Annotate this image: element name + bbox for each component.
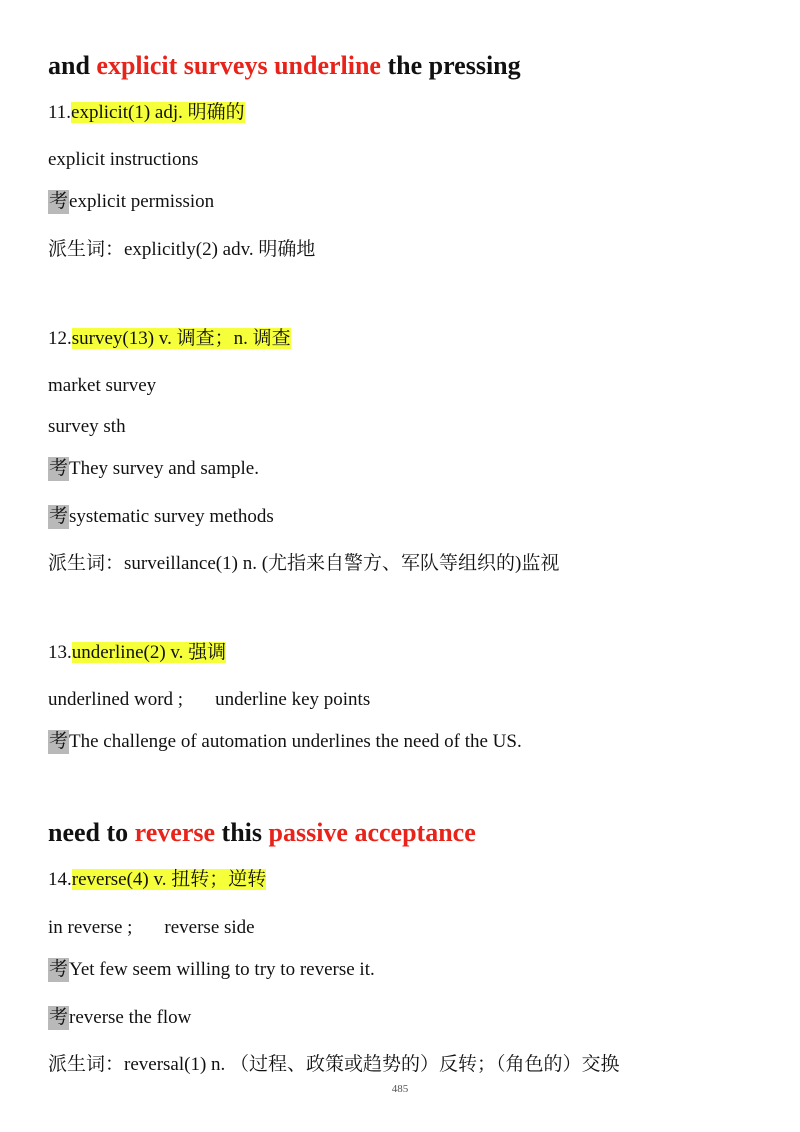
entry-14-head [48, 868, 266, 892]
entry-12-derived: 派生词：surveillance(1) n. (尤指来自警方、军队等组织的)监视 [48, 553, 560, 574]
entry-14-derived: 派生词：reversal(1) n. （过程、政策或趋势的）反转；（角色的）交换 [48, 1054, 620, 1075]
page-number: 485 [391, 1083, 409, 1095]
exam-example: Yet few seem willing to try to reverse it. [69, 959, 375, 980]
entry-11-head [48, 101, 245, 125]
entry-14-exam-2 [48, 1006, 191, 1030]
entry-11-derived: 派生词：explicitly(2) adv. 明确地 [48, 239, 316, 260]
exam-marker: 考 [49, 959, 69, 980]
entry-headword: explicit(1) adj. 明确的 [71, 102, 245, 123]
section-heading-2 [48, 817, 476, 849]
entry-number: 11. [48, 102, 72, 123]
entry-13-head [48, 641, 226, 665]
phrase: in reverse ; [48, 917, 133, 938]
entry-11-exam [48, 190, 214, 214]
entry-number: 12. [48, 328, 72, 349]
entry-14-exam-1 [48, 958, 375, 982]
heading-text: need to [48, 818, 135, 847]
exam-marker: 考 [49, 731, 69, 752]
heading-text: this [215, 818, 269, 847]
entry-headword: survey(13) v. 调查；n. 调查 [71, 328, 291, 349]
entry-12-exam-2 [48, 505, 274, 529]
phrase: underline key points [215, 689, 371, 710]
exam-marker: 考 [49, 191, 69, 212]
exam-example: systematic survey methods [69, 506, 274, 527]
entry-number: 14. [48, 869, 72, 890]
heading-highlight-text: passive acceptance [268, 818, 476, 847]
entry-number: 13. [48, 642, 72, 663]
entry-12-head [48, 327, 291, 351]
phrase: reverse side [164, 917, 255, 938]
exam-example: They survey and sample. [69, 458, 259, 479]
entry-headword: underline(2) v. 强调 [71, 642, 227, 663]
heading-highlight-text: explicit surveys underline [96, 51, 381, 80]
entry-14-phrases [48, 916, 255, 940]
entry-12-phrase-2: survey sth [48, 416, 126, 437]
entry-12-exam-1 [48, 457, 259, 481]
entry-13-exam [48, 730, 522, 754]
exam-marker: 考 [49, 458, 69, 479]
entry-13-phrases [48, 688, 370, 712]
phrase: underlined word ; [48, 689, 184, 710]
exam-marker: 考 [49, 1007, 69, 1028]
heading-text: and [48, 51, 97, 80]
exam-marker: 考 [49, 506, 69, 527]
exam-example: explicit permission [69, 191, 215, 212]
entry-headword: reverse(4) v. 扭转；逆转 [71, 869, 267, 890]
heading-highlight-text: reverse [134, 818, 216, 847]
entry-12-phrase-1: market survey [48, 375, 157, 396]
heading-text: the pressing [380, 51, 521, 80]
section-heading-1 [48, 50, 521, 82]
entry-11-phrase: explicit instructions [48, 149, 199, 170]
exam-example: reverse the flow [69, 1007, 192, 1028]
exam-example: The challenge of automation underlines the need of the US. [69, 731, 522, 752]
